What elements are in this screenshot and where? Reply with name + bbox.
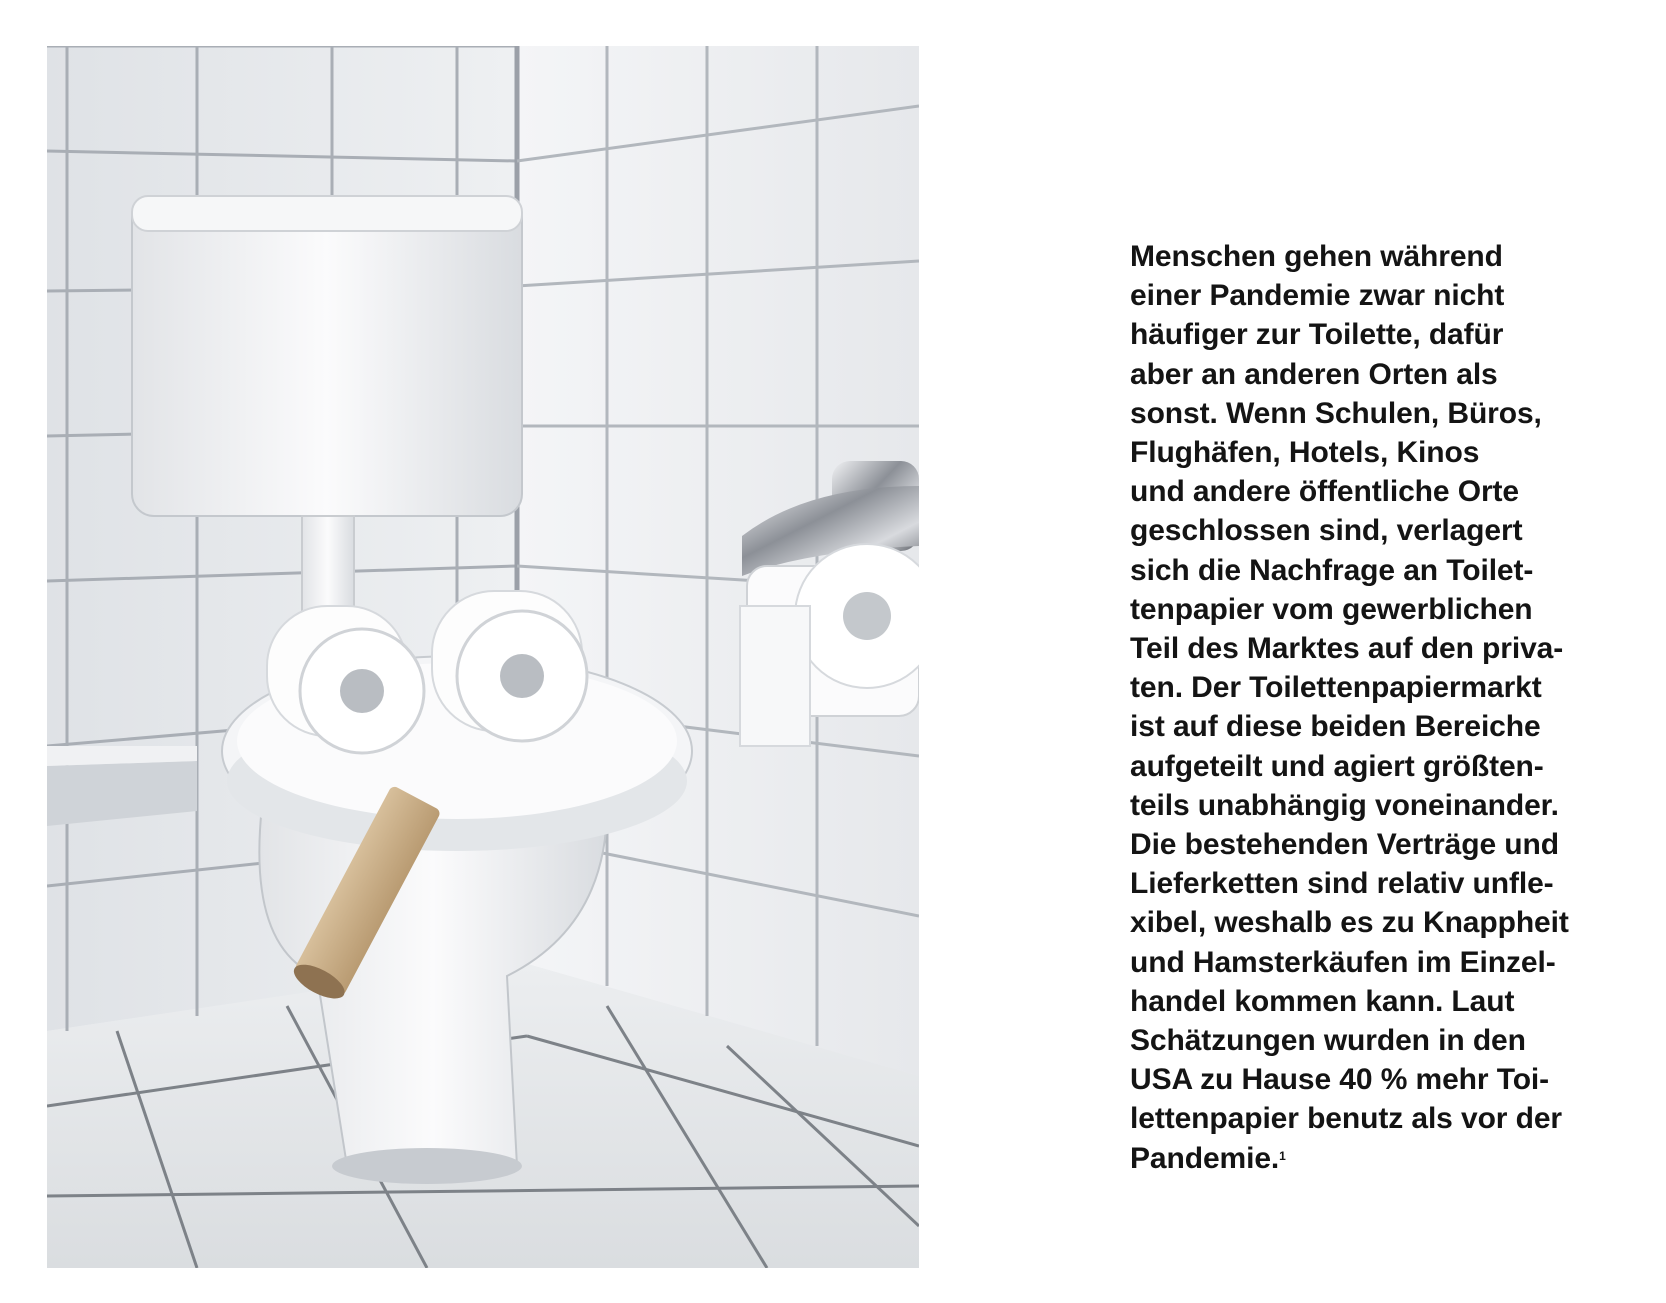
footnote-marker: 1 [1279,1148,1286,1163]
text-line: und andere öffentliche Orte [1130,475,1520,509]
text-line: häufiger zur Toilette, dafür [1130,318,1504,352]
text-line: xibel, weshalb es zu Knappheit [1130,906,1569,940]
text-line: Schätzungen wurden in den [1130,1024,1526,1058]
text-line: Menschen gehen während [1130,240,1503,273]
text-line: lettenpapier benutz als vor der [1130,1102,1563,1136]
text-line: ten. Der Toilettenpapiermarkt [1130,671,1542,705]
text-line-last [1130,1139,1630,1178]
text-line: ist auf diese beiden Bereiche [1130,710,1541,744]
text-line: sonst. Wenn Schulen, Büros, [1130,396,1542,430]
right-roll [432,591,587,741]
text-line: geschlossen sind, verlagert [1130,514,1523,548]
last-line-text: Pandemie. [1130,1141,1280,1175]
text-line: Teil des Marktes auf den priva- [1130,632,1564,666]
text-line: teils unabhängig voneinander. [1130,788,1559,822]
text-line: und Hamsterkäufen im Einzel- [1130,945,1556,979]
text-line: Die bestehenden Verträge und [1130,828,1559,862]
text-line: Flughäfen, Hotels, Kinos [1130,436,1480,470]
text-line: USA zu Hause 40 % mehr Toi- [1130,1063,1550,1097]
text-line: aufgeteilt und agiert größten- [1130,749,1544,783]
text-line: handel kommen kann. Laut [1130,984,1515,1018]
text-line: aber an anderen Orten als [1130,357,1498,391]
text-line: tenpapier vom gewerblichen [1130,592,1533,626]
text-line: sich die Nachfrage an Toilet- [1130,553,1534,587]
toilet-photo [47,46,919,1268]
article-text [1130,237,1630,1178]
text-line: einer Pandemie zwar nicht [1130,279,1505,313]
text-line: Lieferketten sind relativ unfle- [1130,867,1554,901]
